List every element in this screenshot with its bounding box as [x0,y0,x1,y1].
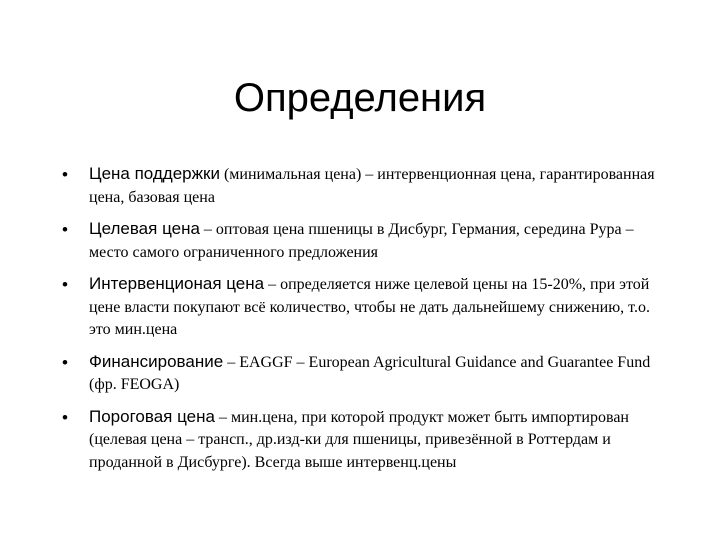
bullet-text [89,163,662,209]
bullet-text [89,218,662,264]
bullet-term: Финансирование [89,351,224,371]
bullet-list [62,163,662,483]
bullet-icon: • [62,352,68,372]
bullet-definition: – оптовая цена пшеницы в Дисбург, Германия, середина Рура – место самого ограниченного предложения [89,221,634,261]
bullet-term: Интервенционая цена [89,274,265,293]
bullet-item-support-price [62,163,662,209]
bullet-term: Целевая цена [89,219,200,238]
bullet-icon: • [62,220,68,239]
bullet-item-intervention-price [62,273,662,342]
bullet-icon: • [62,165,68,184]
bullet-term: Пороговая цена [89,406,215,426]
slide-title: Определения [233,76,487,120]
bullet-definition: – мин.цена, при которой продукт может быть импортирован (целевая цена – трансп., др.изд-ки для пшеницы, привезённой в Роттердам и проданной в Дисбурге). Всегда выше интервенц.цены [89,408,629,471]
bullet-text [89,273,662,342]
bullet-definition: (минимальная цена) – интервенционная цена, гарантированная цена, базовая цена [89,166,655,206]
bullet-item-threshold-price [62,406,662,475]
bullet-item-financing [62,351,662,397]
bullet-item-target-price [62,218,662,264]
bullet-text [89,406,662,475]
bullet-term: Цена поддержки [89,164,220,183]
bullet-definition: – определяется ниже целевой цены на 15-20%, при этой цене власти покупают всё количество, чтобы не дать дальнейшему снижению, т.о. это мин.цена [89,276,650,338]
bullet-text [89,351,662,397]
bullet-icon: • [62,407,68,427]
bullet-definition: – EAGGF – European Agricultural Guidance and Guarantee Fund (фр. FEOGA) [89,353,651,393]
bullet-icon: • [62,275,68,294]
